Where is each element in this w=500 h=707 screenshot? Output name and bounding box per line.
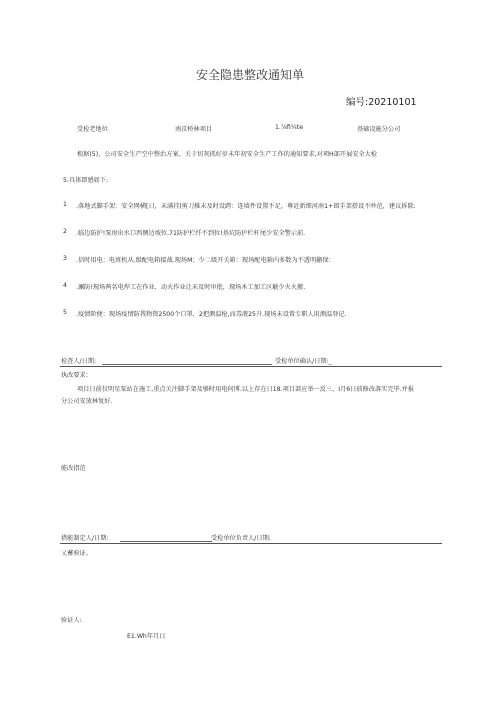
finding-number: 1	[63, 201, 67, 208]
finding-number: 3	[63, 255, 67, 262]
finding-text: .涮防!现场两名电焊工在作业，动火作业让未及时审批，现场木工加工区觥少火火搬.	[76, 284, 306, 291]
rectification-text: 项目日前仅明星泵站在施工,重点关注脚手架及够时用电何博.以上存在日18.项目部应举一反三，I月6日前修改落实完毕.并报	[77, 386, 415, 393]
project-code: 1.⅞fi¼te	[275, 124, 304, 131]
signature-underline	[120, 541, 212, 542]
signature-underline	[102, 364, 272, 365]
finding-text: .临边防护!泵房出水口西侧边坡位.71防护栏忏不到位!基坑防护栏杆尾少安全警示前.	[76, 230, 306, 237]
finding-number: 4	[63, 282, 67, 289]
findings-label: 5.具体即感如下:	[63, 177, 109, 184]
section-divider	[60, 366, 442, 367]
rectification-label: 执改要求：	[61, 372, 92, 379]
verifier-label: 验证人:	[61, 617, 82, 624]
review-label: 乂蓄验证。	[61, 550, 92, 557]
section-divider	[60, 543, 442, 544]
measure-maker-label: 措能制定人/日期:	[61, 535, 109, 542]
document-number: 编号:20210101	[346, 97, 417, 108]
finding-text: .信时用电：电班机从.级配电箱接战.现场M；少二级开关箱：现场配电箱内多数为不透明蒯保：	[76, 257, 335, 264]
project-name: 南京桥林项目	[175, 126, 213, 133]
company-name: 基础设施分公司	[357, 126, 401, 133]
unit-responsible-label: 受检单位负责人/日期:	[211, 535, 271, 542]
inspector-date-label: 检查人/日期:	[61, 358, 97, 365]
date-label: E1.Wh年月日	[127, 633, 166, 640]
document-title: 安全隐患整改通知单	[195, 68, 304, 82]
rectification-text-continued: 分公司安放林复好.	[61, 398, 113, 405]
finding-number: 5	[63, 309, 67, 316]
measures-label: 能改指范	[61, 465, 86, 472]
finding-number: 2	[63, 228, 67, 235]
intro-paragraph: 根据(5)、公司安全生产空中整治方案、关于切灰抓好岁末年初安全生产工作的通知要求,对项H部开展安全大检	[77, 151, 378, 158]
finding-text: .疫情阶便：现场疫情防我物资2500个口罩，2把测温枪,而毒液25升.现场未设置专职人用测温登记.	[76, 311, 347, 318]
unit-confirm-label: 受检单位确认/日期:_	[275, 358, 332, 365]
finding-text: .落地式脚手架：安全网横[日，未满挂(剪刀推未及时设跨：连墙件设置不足，尊近新细河南1+郎手架搭设不吵范，建议拆除.	[76, 203, 416, 210]
inspection-unit-label: 受检老地位	[77, 126, 108, 133]
